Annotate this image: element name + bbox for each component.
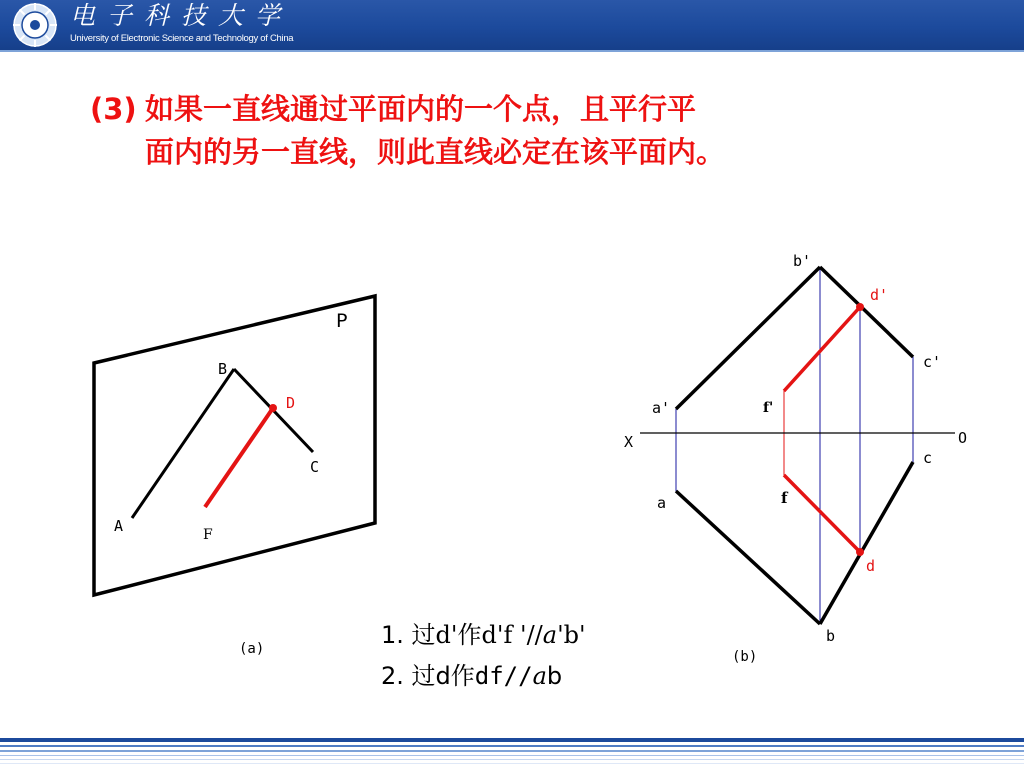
step-2-number: 2.	[381, 662, 404, 690]
step-1-ref-b: 'b'	[557, 621, 586, 649]
step-1-text-draw: 作	[457, 621, 482, 649]
university-english-name: University of Electronic Science and Technology of China	[70, 33, 294, 44]
label-point-c: C	[310, 458, 320, 476]
university-chinese-name: 电子科技大学	[70, 1, 293, 30]
step-1-text-through: 过	[411, 621, 436, 649]
label-point-d: D	[286, 394, 296, 412]
step-1-ref-a: a	[542, 621, 558, 649]
label-o: O	[958, 429, 968, 447]
footer-stripes	[0, 738, 1024, 768]
step-2-text-draw: 作	[450, 662, 475, 690]
diagram-b	[624, 252, 967, 665]
step-2	[381, 656, 586, 697]
label-f-prime: f'	[763, 400, 774, 416]
caption-a: (a)	[239, 641, 265, 657]
label-f: f	[781, 489, 788, 507]
statement-line-2: 面内的另一直线，则此直线必定在该平面内。	[145, 135, 726, 169]
step-1-number: 1.	[381, 621, 404, 649]
statement-number: (3)	[90, 92, 137, 126]
plane-p	[94, 296, 375, 595]
line-a-b	[676, 491, 820, 624]
step-2-ref-b: b	[546, 662, 563, 690]
step-2-text-through: 过	[411, 662, 436, 690]
line-d-prime-f-prime	[784, 307, 860, 391]
caption-b: (b)	[732, 649, 758, 665]
diagram-a	[94, 296, 375, 657]
line-d-f	[784, 475, 860, 552]
label-point-b: B	[218, 360, 228, 378]
step-1-line: d'f '//	[481, 621, 543, 649]
step-2-line: df//	[474, 662, 533, 690]
label-d: d	[866, 557, 876, 575]
point-d	[856, 548, 864, 556]
step-2-ref-a: a	[532, 662, 547, 690]
step-2-point: d	[435, 662, 451, 690]
label-plane-p: P	[336, 310, 348, 332]
point-d	[269, 404, 277, 412]
line-df	[205, 408, 273, 507]
step-1-point: d'	[435, 621, 458, 649]
line-b-c	[820, 462, 913, 624]
step-1	[381, 615, 586, 656]
label-d-prime: d'	[870, 286, 889, 304]
label-x: X	[624, 433, 634, 451]
label-c-prime: c'	[923, 353, 942, 371]
construction-steps	[381, 615, 586, 697]
label-a-prime: a'	[652, 399, 671, 417]
label-point-f: F	[203, 527, 213, 543]
label-a: a	[657, 494, 667, 512]
line-b-prime-c-prime	[820, 267, 913, 357]
statement-line-1: 如果一直线通过平面内的一个点，且平行平	[145, 92, 697, 126]
point-d-prime	[856, 303, 864, 311]
line-a-prime-b-prime	[676, 267, 820, 409]
label-b-prime: b'	[793, 252, 812, 270]
label-point-a: A	[114, 517, 124, 535]
line-ab	[132, 369, 234, 518]
label-b: b	[826, 627, 836, 645]
label-c: c	[923, 449, 933, 467]
